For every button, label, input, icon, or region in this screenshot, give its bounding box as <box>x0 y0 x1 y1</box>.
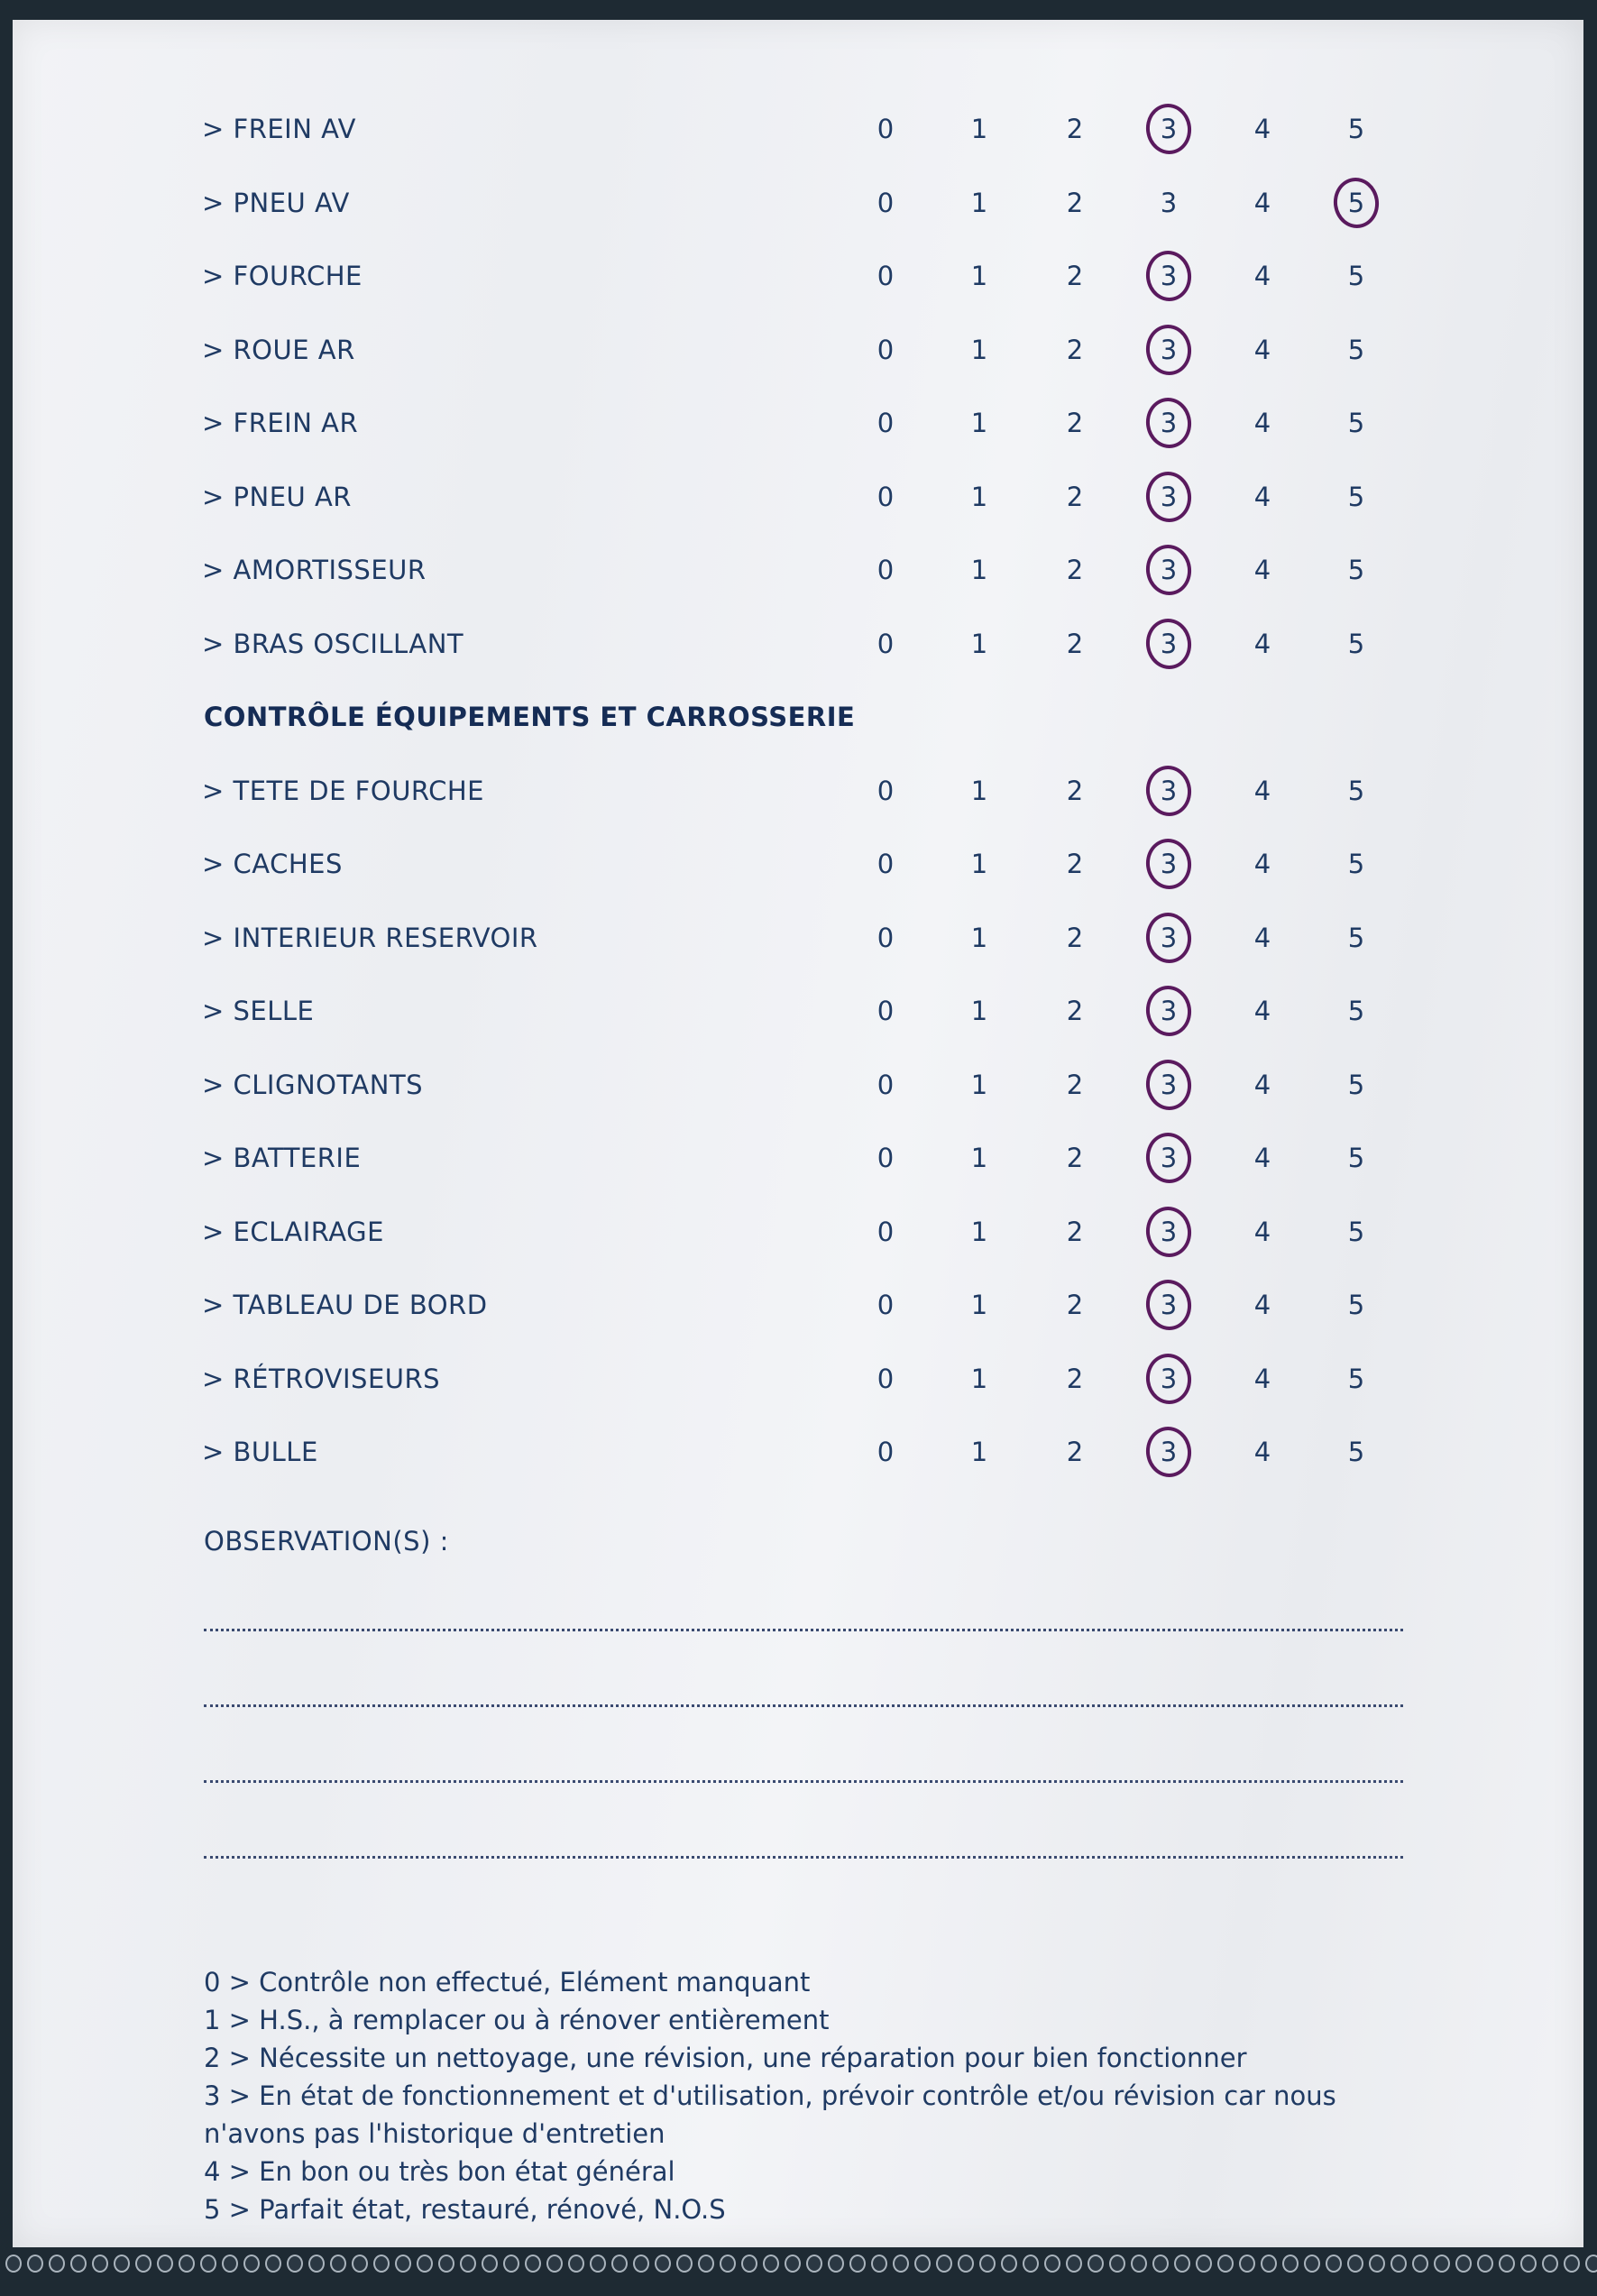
binder-holes <box>0 2255 1597 2282</box>
binder-hole <box>222 2255 238 2273</box>
binder-hole <box>1326 2255 1342 2273</box>
binder-hole <box>460 2255 476 2273</box>
binder-hole <box>308 2255 325 2273</box>
score-option[interactable]: 1 <box>970 1290 988 1320</box>
score-option[interactable]: 2 <box>1066 555 1084 585</box>
binder-hole <box>1066 2255 1082 2273</box>
score-option[interactable]: 1 <box>970 996 988 1026</box>
binder-hole <box>482 2255 498 2273</box>
checklist-row <box>13 318 1583 381</box>
score-option[interactable]: 2 <box>1066 408 1084 438</box>
score-option[interactable]: 4 <box>1253 922 1271 953</box>
score-option[interactable]: 4 <box>1253 334 1271 365</box>
item-label: > BATTERIE <box>202 1143 362 1173</box>
binder-hole <box>936 2255 952 2273</box>
checklist-row <box>13 97 1583 161</box>
score-option[interactable]: 4 <box>1253 1143 1271 1173</box>
binder-hole <box>1499 2255 1515 2273</box>
binder-hole <box>828 2255 844 2273</box>
binder-hole <box>179 2255 195 2273</box>
score-option[interactable]: 4 <box>1253 1437 1271 1467</box>
checklist-row <box>13 171 1583 234</box>
checklist-row <box>13 538 1583 602</box>
binder-hole <box>243 2255 260 2273</box>
score-circled[interactable]: 3 <box>1142 612 1196 675</box>
binder-hole <box>1369 2255 1385 2273</box>
binder-hole <box>49 2255 65 2273</box>
score-option[interactable]: 2 <box>1066 775 1084 806</box>
binder-hole <box>1520 2255 1537 2273</box>
legend-item-5: 5 > Parfait état, restauré, rénové, N.O.S <box>204 2194 726 2225</box>
score-circled[interactable]: 3 <box>1142 538 1196 602</box>
binder-hole <box>1088 2255 1104 2273</box>
binder-hole <box>1390 2255 1407 2273</box>
score-option[interactable]: 2 <box>1066 1143 1084 1173</box>
score-option[interactable]: 1 <box>970 1069 988 1100</box>
binder-hole <box>763 2255 779 2273</box>
binder-hole <box>1217 2255 1234 2273</box>
score-option[interactable]: 4 <box>1253 1069 1271 1100</box>
observations-title: OBSERVATION(S) : <box>204 1526 449 1557</box>
binder-hole <box>698 2255 714 2273</box>
score-option[interactable]: 5 <box>1347 1143 1365 1173</box>
observation-line[interactable] <box>204 1780 1403 1783</box>
score-option[interactable]: 4 <box>1253 1363 1271 1394</box>
score-option[interactable]: 5 <box>1347 1216 1365 1247</box>
score-option[interactable]: 4 <box>1253 1290 1271 1320</box>
inspection-sheet <box>13 20 1583 2247</box>
score-option[interactable]: 1 <box>970 628 988 659</box>
score-option[interactable]: 5 <box>1347 1437 1365 1467</box>
item-label: > PNEU AV <box>202 187 350 218</box>
checklist-row <box>13 465 1583 528</box>
item-label: > CLIGNOTANTS <box>202 1069 424 1100</box>
item-label: > CACHES <box>202 849 343 879</box>
item-label: > PNEU AR <box>202 481 352 512</box>
score-option[interactable]: 0 <box>877 628 895 659</box>
binder-hole <box>1196 2255 1212 2273</box>
score-option[interactable]: 1 <box>970 1143 988 1173</box>
score-option[interactable]: 1 <box>970 1363 988 1394</box>
score-circled[interactable]: 3 <box>1142 1053 1196 1116</box>
binder-hole <box>849 2255 866 2273</box>
binder-hole <box>806 2255 822 2273</box>
checklist-row <box>13 391 1583 455</box>
binder-hole <box>1585 2255 1597 2273</box>
score-option[interactable]: 0 <box>877 481 895 512</box>
binder-hole <box>1412 2255 1428 2273</box>
binder-hole <box>525 2255 541 2273</box>
score-circled[interactable]: 3 <box>1142 759 1196 822</box>
binder-hole <box>373 2255 390 2273</box>
score-option[interactable]: 0 <box>877 996 895 1026</box>
score-option[interactable]: 4 <box>1253 481 1271 512</box>
score-option[interactable]: 0 <box>877 922 895 953</box>
score-option[interactable]: 5 <box>1347 922 1365 953</box>
binder-hole <box>633 2255 649 2273</box>
legend-item-4: 4 > En bon ou très bon état général <box>204 2156 675 2187</box>
score-option[interactable]: 2 <box>1066 481 1084 512</box>
score-option[interactable]: 4 <box>1253 628 1271 659</box>
score-circled[interactable]: 3 <box>1142 1273 1196 1336</box>
score-option[interactable]: 0 <box>877 1290 895 1320</box>
item-label: > FREIN AV <box>202 114 356 144</box>
score-option[interactable]: 5 <box>1347 996 1365 1026</box>
item-label: > SELLE <box>202 996 315 1026</box>
observation-line[interactable] <box>204 1629 1403 1631</box>
item-label: > ROUE AR <box>202 334 355 365</box>
score-circled[interactable]: 3 <box>1142 1347 1196 1410</box>
binder-hole <box>1477 2255 1493 2273</box>
score-option[interactable]: 4 <box>1253 114 1271 144</box>
binder-hole <box>1434 2255 1450 2273</box>
score-option[interactable]: 5 <box>1347 628 1365 659</box>
score-option[interactable]: 1 <box>970 114 988 144</box>
item-label: > FREIN AR <box>202 408 359 438</box>
score-option[interactable]: 1 <box>970 849 988 879</box>
score-option[interactable]: 1 <box>970 922 988 953</box>
score-option[interactable]: 0 <box>877 114 895 144</box>
checklist-row <box>13 906 1583 969</box>
score-option[interactable]: 2 <box>1066 849 1084 879</box>
score-option[interactable]: 1 <box>970 555 988 585</box>
checklist-row <box>13 1420 1583 1483</box>
score-option[interactable]: 2 <box>1066 1290 1084 1320</box>
score-option[interactable]: 0 <box>877 1216 895 1247</box>
binder-hole <box>503 2255 519 2273</box>
item-label: > FOURCHE <box>202 261 363 291</box>
binder-hole <box>1564 2255 1580 2273</box>
binder-hole <box>676 2255 693 2273</box>
score-circled[interactable]: 3 <box>1142 979 1196 1042</box>
score-option[interactable]: 1 <box>970 334 988 365</box>
binder-hole <box>1023 2255 1039 2273</box>
binder-hole <box>1282 2255 1299 2273</box>
score-circled[interactable]: 3 <box>1142 1420 1196 1483</box>
score-circled[interactable]: 5 <box>1329 171 1383 234</box>
score-option[interactable]: 0 <box>877 1363 895 1394</box>
score-option[interactable]: 2 <box>1066 1069 1084 1100</box>
binder-hole <box>1542 2255 1558 2273</box>
score-option[interactable]: 4 <box>1253 187 1271 218</box>
score-option[interactable]: 0 <box>877 775 895 806</box>
score-option[interactable]: 2 <box>1066 187 1084 218</box>
binder-hole <box>1347 2255 1363 2273</box>
item-label: > ECLAIRAGE <box>202 1216 384 1247</box>
checklist-row <box>13 244 1583 308</box>
score-option[interactable]: 4 <box>1253 996 1271 1026</box>
observation-line[interactable] <box>204 1856 1403 1859</box>
score-option[interactable]: 2 <box>1066 1437 1084 1467</box>
score-option[interactable]: 5 <box>1347 849 1365 879</box>
binder-hole <box>785 2255 801 2273</box>
item-label: > TETE DE FOURCHE <box>202 775 484 806</box>
score-option[interactable]: 5 <box>1347 1290 1365 1320</box>
item-label: > BULLE <box>202 1437 318 1467</box>
checklist-row <box>13 832 1583 895</box>
binder-hole <box>1174 2255 1190 2273</box>
binder-hole <box>655 2255 671 2273</box>
score-option[interactable]: 5 <box>1347 775 1365 806</box>
score-option[interactable]: 2 <box>1066 996 1084 1026</box>
binder-hole <box>1239 2255 1255 2273</box>
score-option[interactable]: 5 <box>1347 1069 1365 1100</box>
binder-hole <box>1131 2255 1147 2273</box>
checklist-row <box>13 1347 1583 1410</box>
score-option[interactable]: 0 <box>877 261 895 291</box>
binder-hole <box>5 2255 22 2273</box>
binder-hole <box>395 2255 411 2273</box>
binder-hole <box>265 2255 281 2273</box>
rating-legend <box>204 1963 1412 2228</box>
score-option[interactable]: 5 <box>1347 481 1365 512</box>
score-option[interactable]: 2 <box>1066 1216 1084 1247</box>
legend-item-0: 0 > Contrôle non effectué, Elément manquant <box>204 1967 811 1998</box>
binder-hole <box>979 2255 996 2273</box>
score-option[interactable]: 5 <box>1347 555 1365 585</box>
binder-hole <box>590 2255 606 2273</box>
score-option[interactable]: 2 <box>1066 628 1084 659</box>
score-option[interactable]: 2 <box>1066 1363 1084 1394</box>
checklist-row <box>13 1273 1583 1336</box>
score-circled[interactable]: 3 <box>1142 906 1196 969</box>
score-option[interactable]: 0 <box>877 408 895 438</box>
score-option[interactable]: 1 <box>970 1216 988 1247</box>
binder-hole <box>135 2255 151 2273</box>
binder-hole <box>1455 2255 1472 2273</box>
score-option[interactable]: 0 <box>877 187 895 218</box>
score-option[interactable]: 4 <box>1253 849 1271 879</box>
binder-hole <box>958 2255 974 2273</box>
legend-item-1: 1 > H.S., à remplacer ou à rénover entièrement <box>204 2005 830 2035</box>
binder-hole <box>27 2255 43 2273</box>
binder-hole <box>871 2255 887 2273</box>
score-option[interactable]: 0 <box>877 555 895 585</box>
binder-hole <box>1261 2255 1277 2273</box>
checklist-row <box>13 612 1583 675</box>
score-option[interactable]: 0 <box>877 334 895 365</box>
binder-hole <box>92 2255 108 2273</box>
score-circled[interactable]: 3 <box>1142 391 1196 455</box>
legend-item-2: 2 > Nécessite un nettoyage, une révision, une réparation pour bien fonctionner <box>204 2043 1247 2073</box>
legend-item-3: 3 > En état de fonctionnement et d'utilisation, prévoir contrôle et/ou révision car nous n'avons pas l'historique d'entretien <box>204 2080 1336 2149</box>
score-option[interactable]: 2 <box>1066 334 1084 365</box>
score-circled[interactable]: 3 <box>1142 465 1196 528</box>
score-option[interactable]: 0 <box>877 849 895 879</box>
score-circled[interactable]: 3 <box>1142 244 1196 308</box>
binder-hole <box>114 2255 130 2273</box>
score-option[interactable]: 2 <box>1066 922 1084 953</box>
item-label: > INTERIEUR RESERVOIR <box>202 922 538 953</box>
binder-hole <box>1044 2255 1060 2273</box>
item-label: > TABLEAU DE BORD <box>202 1290 488 1320</box>
score-option[interactable]: 4 <box>1253 261 1271 291</box>
item-label: > RÉTROVISEURS <box>202 1363 441 1394</box>
observation-line[interactable] <box>204 1704 1403 1707</box>
score-option[interactable]: 0 <box>877 1437 895 1467</box>
score-option[interactable]: 1 <box>970 775 988 806</box>
score-option[interactable]: 5 <box>1347 408 1365 438</box>
checklist-row <box>13 1053 1583 1116</box>
binder-hole <box>157 2255 173 2273</box>
binder-hole <box>417 2255 433 2273</box>
score-option[interactable]: 1 <box>970 1437 988 1467</box>
binder-hole <box>720 2255 736 2273</box>
checklist-row <box>13 1200 1583 1263</box>
binder-hole <box>1152 2255 1169 2273</box>
score-option[interactable]: 4 <box>1253 555 1271 585</box>
score-circled[interactable]: 3 <box>1142 97 1196 161</box>
binder-hole <box>568 2255 584 2273</box>
binder-hole <box>893 2255 909 2273</box>
item-label: > AMORTISSEUR <box>202 555 427 585</box>
binder-hole <box>1304 2255 1320 2273</box>
binder-hole <box>352 2255 368 2273</box>
binder-hole <box>611 2255 628 2273</box>
binder-hole <box>330 2255 346 2273</box>
score-circled[interactable]: 3 <box>1142 318 1196 381</box>
binder-hole <box>1001 2255 1017 2273</box>
score-circled[interactable]: 3 <box>1142 832 1196 895</box>
score-option[interactable]: 5 <box>1347 114 1365 144</box>
binder-hole <box>1109 2255 1125 2273</box>
binder-hole <box>741 2255 757 2273</box>
score-option[interactable]: 1 <box>970 408 988 438</box>
item-label: > BRAS OSCILLANT <box>202 628 464 659</box>
score-option[interactable]: 5 <box>1347 1363 1365 1394</box>
score-option[interactable]: 0 <box>877 1143 895 1173</box>
section-title: CONTRÔLE ÉQUIPEMENTS ET CARROSSERIE <box>204 702 856 732</box>
score-option[interactable]: 5 <box>1347 334 1365 365</box>
score-option[interactable]: 4 <box>1253 775 1271 806</box>
binder-hole <box>546 2255 563 2273</box>
score-circled[interactable]: 3 <box>1142 1126 1196 1189</box>
score-option[interactable]: 4 <box>1253 1216 1271 1247</box>
score-option[interactable]: 0 <box>877 1069 895 1100</box>
score-option[interactable]: 1 <box>970 261 988 291</box>
score-option[interactable]: 1 <box>970 187 988 218</box>
binder-hole <box>70 2255 87 2273</box>
score-option[interactable]: 2 <box>1066 114 1084 144</box>
score-option[interactable]: 2 <box>1066 261 1084 291</box>
score-option[interactable]: 4 <box>1253 408 1271 438</box>
score-option[interactable]: 3 <box>1160 187 1178 218</box>
checklist-row <box>13 1126 1583 1189</box>
binder-hole <box>200 2255 216 2273</box>
checklist-row <box>13 759 1583 822</box>
binder-hole <box>438 2255 454 2273</box>
binder-hole <box>287 2255 303 2273</box>
score-circled[interactable]: 3 <box>1142 1200 1196 1263</box>
checklist-row <box>13 979 1583 1042</box>
score-option[interactable]: 1 <box>970 481 988 512</box>
score-option[interactable]: 5 <box>1347 261 1365 291</box>
binder-hole <box>914 2255 931 2273</box>
